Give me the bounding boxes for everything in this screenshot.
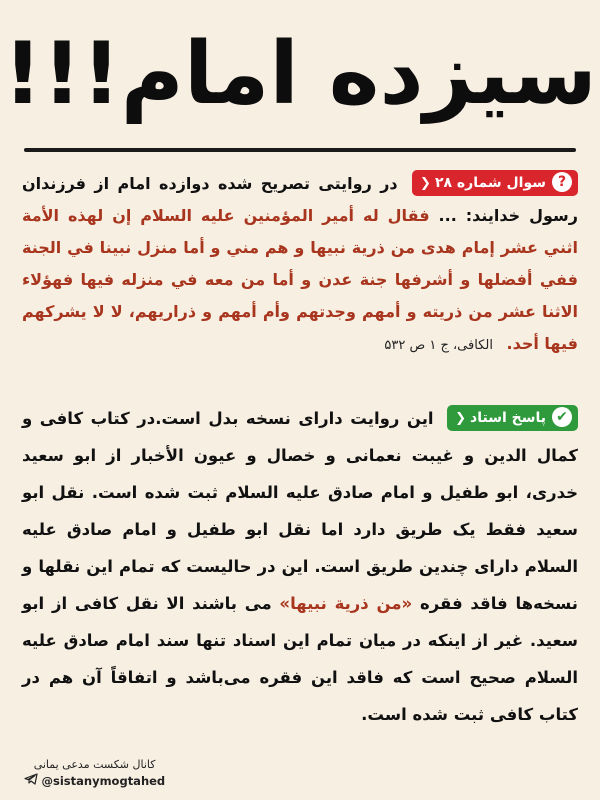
check-circle-icon: ✔ [552, 407, 572, 427]
answer-text-part2: می باشند الا نقل کافی از ابو سعید. غیر از اینکه در میان تمام این اسناد تنها سند امام صادق علیه السلام صحیح است که فاقد این فقره می‌باشد و اتفاقاً آن هم در کتاب کافی ثبت شده است. [22, 594, 578, 724]
telegram-icon [24, 773, 38, 790]
answer-badge-label: پاسخ استاد [470, 409, 546, 426]
chevron-left-icon: ❮ [420, 175, 431, 191]
question-circle-icon: ? [552, 172, 572, 192]
channel-handle-row[interactable] [24, 773, 165, 791]
question-badge [412, 170, 578, 196]
answer-section [22, 400, 578, 733]
question-section [22, 168, 578, 362]
question-intro: در روایتی تصریح شده دوازده امام از فرزندان رسول خدایند: ... [22, 174, 578, 225]
channel-footer [24, 757, 165, 791]
answer-text-part1: این روایت دارای نسخه بدل است.در کتاب کافی و کمال الدین و غیبت نعمانی و خصال و عیون الأخبار از ابو سعید خدری، ابو طفیل و امام صادق علیه السلام ثبت شده است. نقل ابو سعید فقط یک طریق دارد اما نقل ابو طفیل و امام صادق علیه السلام دارای چندین طریق است. این در حالیست که تمام این نقلها و نسخه‌ها فاقد فقره [22, 409, 579, 613]
hadith-reference: الکافی، ج ۱ ص ۵۳۲ [384, 338, 493, 353]
question-badge-label: سوال شماره ۲۸ [434, 174, 547, 191]
answer-highlight: «من ذرية نبيها» [279, 594, 413, 613]
channel-handle[interactable]: @sistanymogtahed [41, 773, 166, 788]
title-divider [24, 148, 576, 152]
hadith-text: فقال له أمير المؤمنين عليه السلام إن لهذه الأمة اثني عشر إمام هدى من ذرية نبيها و هم مني و أما منزل نبينا في الجنة ففي أفضلها و أشرفها جنة عدن و أما من معه في منزله فيها فهؤلاء الاثنا عشر من ذريته و أمهم وجدتهم وأم أمهم و ذراريهم، لا لا يشركهم فيها أحد. [22, 206, 578, 353]
answer-badge [447, 405, 578, 431]
page-title: سیزده امام!!! [3, 24, 597, 124]
channel-name: کانال شکست مدعی یمانی [33, 757, 156, 771]
chevron-left-icon: ❮ [455, 410, 467, 426]
